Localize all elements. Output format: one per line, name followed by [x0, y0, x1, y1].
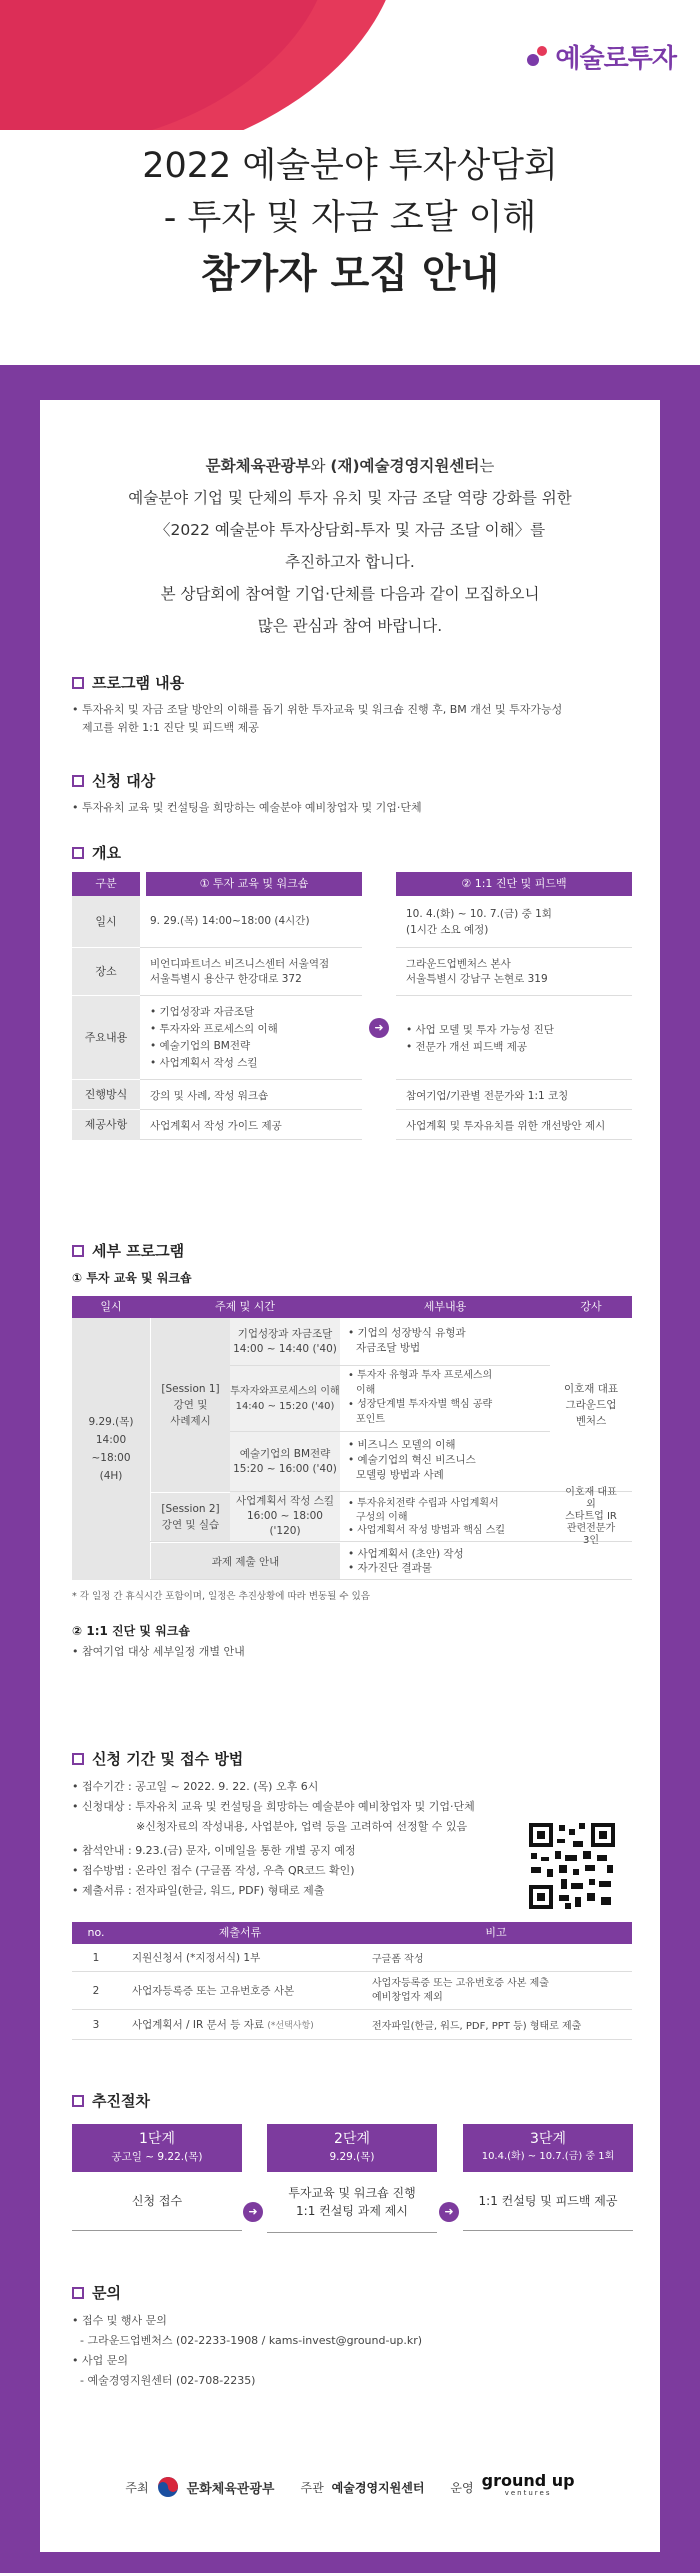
contact-line: - 예술경영지원센터 (02-708-2235)	[80, 2374, 256, 2387]
square-bullet-icon	[72, 775, 84, 787]
detail-line: 구성의 이해	[356, 1511, 408, 1523]
intro-line-4: 추진하고자 합니다.	[285, 553, 415, 571]
session-line: 강연 및 실습	[161, 1519, 220, 1531]
title-line-1: 2022 예술분야 투자상담회	[142, 146, 558, 186]
session-line: [Session 2]	[161, 1503, 220, 1515]
cell-line: • 기업성장과 자금조달	[150, 1006, 255, 1018]
col-header: 일시	[100, 1300, 122, 1313]
col-header: 비고	[485, 1926, 507, 1939]
topic-cell	[230, 1492, 340, 1541]
topic-cell	[230, 1318, 340, 1365]
overview-cell	[396, 896, 632, 948]
section-heading: 개요	[92, 844, 121, 862]
row-note	[360, 1977, 632, 2005]
overview-header-label: 구분	[72, 872, 140, 896]
square-bullet-icon	[72, 2287, 84, 2299]
cell-line: • 투자자와 프로세스의 이해	[150, 1023, 278, 1035]
row-no: 1	[92, 1951, 100, 1964]
overview-cell: 사업계획서 작성 가이드 제공	[140, 1110, 362, 1140]
process-stage-1	[72, 2124, 242, 2231]
section-heading: 세부 프로그램	[92, 1242, 185, 1260]
detail-line: • 비즈니스 모델의 이해	[348, 1439, 456, 1451]
topic-title: 사업계획서 작성 스킬	[236, 1495, 334, 1507]
date-line: ~18:00	[91, 1452, 131, 1464]
intro-org2: (재)예술경영지원센터	[330, 457, 480, 475]
session-line: 강연 및	[173, 1399, 208, 1411]
table-row	[72, 2010, 632, 2040]
detail-sub-2-text: • 참여기업 대상 세부일정 개별 안내	[72, 1645, 245, 1658]
overview-cell: 9. 29.(목) 14:00~18:00 (4시간)	[140, 896, 362, 948]
stage-step: 1단계	[139, 2131, 175, 2147]
arrow-right-icon: ➜	[369, 1018, 389, 1038]
section-target	[72, 770, 632, 817]
stage-desc: 신청 접수	[131, 2194, 183, 2208]
session-label	[150, 1492, 230, 1541]
detail-sub-1: ① 투자 교육 및 워크숍	[72, 1271, 192, 1285]
overview-cell	[396, 948, 632, 996]
lecturer-line: 스타트업 IR	[565, 1510, 617, 1522]
overview-cell: 강의 및 사례, 작성 워크숍	[140, 1080, 362, 1110]
lecturer-line: 벤처스	[575, 1414, 607, 1427]
overview-col-b	[396, 872, 632, 1140]
row-label: 제공사항	[72, 1110, 140, 1140]
cell-line: • 사업 모델 및 투자 가능성 진단	[406, 1024, 554, 1036]
square-bullet-icon	[72, 1753, 84, 1765]
detail-line: 자금조달 방법	[356, 1342, 421, 1354]
detail-line: • 예술기업의 혁신 비즈니스	[348, 1454, 476, 1466]
note-line: 예비창업자 제외	[372, 1991, 443, 2003]
intro-line-6: 많은 관심과 참여 바랍니다.	[257, 617, 443, 635]
stage-desc: 투자교육 및 워크숍 진행	[288, 2186, 416, 2200]
host-org	[125, 2476, 274, 2498]
topic-title: 투자자와프로세스의 이해	[230, 1385, 340, 1397]
intro-conj: 와	[310, 457, 331, 475]
detail-line: • 투자유치전략 수립과 사업계획서	[348, 1498, 499, 1509]
section-heading: 프로그램 내용	[92, 674, 185, 692]
lecturer-cell	[550, 1486, 632, 1546]
detail-line: • 투자자 유형과 투자 프로세스의	[348, 1370, 493, 1381]
section-overview	[72, 842, 632, 871]
detail-cell	[340, 1542, 550, 1579]
topic-title: 예술기업의 BM전략	[239, 1447, 331, 1460]
logo-text: 예술로투자	[555, 44, 676, 74]
session-line: [Session 1]	[161, 1383, 220, 1395]
cell-line: 그라운드업벤처스 본사	[406, 958, 511, 970]
topic-cell	[230, 1432, 340, 1491]
overview-label-col	[72, 872, 140, 1140]
detail-note: * 각 일정 간 휴식시간 포함이며, 일정은 추진상황에 따라 변동될 수 있음	[72, 1591, 370, 1602]
intro-line-5: 본 상담회에 참여할 기업·단체를 다음과 같이 모집하오니	[160, 585, 540, 603]
process-stage-3	[463, 2124, 633, 2231]
detail-cell	[340, 1432, 550, 1491]
topic-time: 15:20 ~ 16:00 ('40)	[233, 1462, 337, 1475]
contact-line: • 접수 및 행사 문의	[72, 2314, 167, 2327]
lecturer-line: 이호재 대표	[563, 1382, 619, 1395]
section-detail	[72, 1240, 632, 1286]
intro-text	[40, 450, 660, 642]
lecturer-line: 이호재 대표	[565, 1486, 617, 1498]
task-title: 과제 제출 안내	[150, 1542, 340, 1579]
col-header: 제출서류	[218, 1926, 262, 1939]
section-heading: 신청 기간 및 접수 방법	[92, 1750, 244, 1768]
taegeuk-logo-icon	[157, 2476, 179, 2498]
stage-step: 3단계	[530, 2131, 566, 2147]
detail-cell	[340, 1366, 550, 1431]
organizer-name: 예술경영지원센터	[331, 2480, 425, 2495]
section-contact	[72, 2282, 632, 2391]
apply-line: • 접수방법 : 온라인 접수 (구글폼 작성, 우측 QR코드 확인)	[72, 1864, 355, 1877]
detail-line: 포인트	[356, 1413, 385, 1425]
overview-col-a	[140, 872, 362, 1140]
lecturer-line: 3인	[582, 1534, 600, 1546]
docs-table	[72, 1922, 632, 2040]
lecturer-line: 관련전문가	[566, 1522, 616, 1534]
row-label: 장소	[72, 948, 140, 996]
stage-date: 공고일 ~ 9.22.(목)	[111, 2151, 203, 2163]
square-bullet-icon	[72, 2095, 84, 2107]
program-text-1: • 투자유치 및 자금 조달 방안의 이해를 돕기 위한 투자교육 및 워크숍 진행 후, BM 개선 및 투자가능성	[72, 703, 563, 716]
col-header: no.	[87, 1926, 105, 1939]
lecturer-line: 그라운드업	[565, 1398, 617, 1411]
logo-icon	[525, 44, 551, 70]
detail-sub-2: ② 1:1 진단 및 워크숍	[72, 1624, 190, 1638]
col-header: 주제 및 시간	[214, 1300, 276, 1313]
intro-line-2: 예술분야 기업 및 단체의 투자 유치 및 자금 조달 역량 강화를 위한	[128, 489, 572, 507]
program-text-2: 제고를 위한 1:1 진단 및 피드백 제공	[82, 721, 259, 734]
note-line: 사업자등록증 또는 고유번호증 사본 제출	[372, 1977, 549, 1989]
cell-line: • 전문가 개선 피드백 제공	[406, 1041, 527, 1053]
contact-line[interactable]: - 그라운드업벤처스 (02-2233-1908 / kams-invest@ground-up.kr)	[80, 2334, 423, 2347]
detail-line: • 사업계획서 (초안) 작성	[348, 1548, 464, 1560]
col-header: 강사	[580, 1300, 602, 1313]
cell-line: 서울특별시 강남구 논현로 319	[406, 973, 548, 985]
section-heading: 문의	[92, 2284, 121, 2302]
doc-optional: (*선택사항)	[267, 2021, 314, 2031]
detail-line: 이해	[356, 1384, 376, 1396]
row-doc	[120, 2017, 360, 2032]
table-row	[72, 1972, 632, 2010]
doc-text: 사업계획서 / IR 문서 등 자료	[132, 2019, 265, 2031]
cell-line: • 예술기업의 BM전략	[150, 1040, 251, 1052]
cell-line: (1시간 소요 예정)	[406, 924, 489, 936]
detail-line: • 자가진단 결과물	[348, 1562, 432, 1574]
lecturer-cell	[550, 1318, 632, 1492]
arrow-right-icon: ➜	[439, 2202, 459, 2222]
contact-line: • 사업 문의	[72, 2354, 128, 2367]
stage-desc: 1:1 컨설팅 및 피드백 제공	[478, 2194, 618, 2208]
detail-line: 모델링 방법과 사례	[356, 1469, 444, 1481]
title-line-2: - 투자 및 자금 조달 이해	[163, 198, 537, 238]
intro-line-3: 〈2022 예술분야 투자상담회-투자 및 자금 조달 이해〉를	[154, 521, 546, 539]
intro-end: 는	[479, 457, 495, 475]
arrow-right-icon: ➜	[243, 2202, 263, 2222]
stage-date: 10.4.(화) ~ 10.7.(금) 중 1회	[481, 2151, 615, 2162]
detail-line: • 기업의 성장방식 유형과	[348, 1327, 466, 1339]
detail-cell	[340, 1492, 550, 1541]
overview-cell	[140, 996, 362, 1080]
apply-line: • 접수기간 : 공고일 ~ 2022. 9. 22. (목) 오후 6시	[72, 1780, 319, 1793]
topic-title: 기업성장과 자금조달	[237, 1327, 333, 1340]
process-stage-2	[267, 2124, 437, 2233]
stage-desc: 1:1 컨설팅 과제 제시	[296, 2204, 408, 2218]
section-process	[72, 2090, 632, 2119]
organizer-label: 주관	[300, 2480, 324, 2495]
section-heading: 신청 대상	[92, 772, 156, 790]
target-text: • 투자유치 교육 및 컨설팅을 희망하는 예술분야 예비창업자 및 기업·단체	[72, 801, 422, 814]
row-note: 구글폼 작성	[372, 1954, 424, 1965]
date-line: 9.29.(목)	[88, 1416, 134, 1428]
section-heading: 추진절차	[92, 2092, 150, 2110]
overview-cell	[140, 948, 362, 996]
stage-date: 9.29.(목)	[329, 2151, 375, 2163]
overview-header-b: ② 1:1 진단 및 피드백	[396, 872, 632, 896]
apply-line: • 신청대상 : 투자유치 교육 및 컨설팅을 희망하는 예술분야 예비창업자 및 기업·단체	[72, 1800, 475, 1813]
apply-line: ※신청자료의 작성내용, 사업분야, 업력 등을 고려하여 선정할 수 있음	[136, 1820, 468, 1833]
host-label: 주최	[125, 2480, 149, 2495]
overview-arrow-col	[362, 872, 396, 1140]
apply-line: • 참석안내 : 9.23.(금) 문자, 이메일을 통한 개별 공지 예정	[72, 1844, 356, 1857]
cell-line: • 사업계획서 작성 스킬	[150, 1057, 258, 1069]
title-block	[0, 140, 700, 304]
detail-table	[72, 1296, 632, 1661]
title-line-3: 참가자 모집 안내	[200, 251, 500, 297]
topic-cell	[230, 1366, 340, 1431]
organizer-org	[300, 2479, 424, 2496]
detail-line: • 성장단계별 투자자별 핵심 공략	[348, 1399, 493, 1410]
session-line: 사례제시	[170, 1415, 211, 1427]
date-line: 14:00	[95, 1434, 127, 1446]
square-bullet-icon	[72, 847, 84, 859]
lecturer-line: 외	[586, 1498, 596, 1510]
detail-cell	[340, 1318, 550, 1365]
row-no: 2	[92, 1984, 100, 1997]
cell-line: 서울특별시 용산구 한강대로 372	[150, 973, 302, 985]
footer-orgs	[40, 2471, 660, 2500]
row-no: 3	[92, 2018, 100, 2031]
date-line: (4H)	[99, 1470, 123, 1482]
col-header: 세부내용	[423, 1300, 467, 1313]
row-note: 전자파일(한글, 워드, PDF, PPT 등) 형태로 제출	[372, 2021, 582, 2032]
host-name: 문화체육관광부	[186, 2481, 275, 2497]
operator-name: ground up	[481, 2471, 575, 2490]
overview-cell: 참여기업/기관별 전문가와 1:1 코칭	[396, 1080, 632, 1110]
logo	[525, 38, 676, 75]
row-doc: 지원신청서 (*지정서식) 1부	[132, 1952, 261, 1964]
cell-line: 10. 4.(화) ~ 10. 7.(금) 중 1회	[406, 908, 552, 920]
apply-line: • 제출서류 : 전자파일(한글, 워드, PDF) 형태로 제출	[72, 1884, 325, 1897]
table-row	[72, 1944, 632, 1972]
overview-header-a: ① 투자 교육 및 워크숍	[146, 872, 362, 896]
square-bullet-icon	[72, 677, 84, 689]
topic-time: 14:40 ~ 15:20 ('40)	[235, 1400, 335, 1412]
stage-step: 2단계	[334, 2131, 370, 2147]
date-cell	[72, 1318, 150, 1580]
row-label: 일시	[72, 896, 140, 948]
square-bullet-icon	[72, 1245, 84, 1257]
intro-org1: 문화체육관광부	[205, 457, 311, 475]
overview-table	[72, 872, 632, 1140]
overview-cell: 사업계획 및 투자유치를 위한 개선방안 제시	[396, 1110, 632, 1140]
detail-line: • 사업계획서 작성 방법과 핵심 스킬	[348, 1525, 506, 1536]
operator-label: 운영	[450, 2480, 474, 2495]
section-program	[72, 672, 632, 737]
overview-cell	[396, 996, 632, 1080]
row-doc: 사업자등록증 또는 고유번호증 사본	[132, 1985, 295, 1997]
row-label: 주요내용	[72, 996, 140, 1080]
session-label	[150, 1318, 230, 1492]
topic-time: 16:00 ~ 18:00 ('120)	[247, 1510, 323, 1537]
operator-sub: ventures	[504, 2489, 552, 2497]
operator-org	[450, 2471, 575, 2500]
row-label: 진행방식	[72, 1080, 140, 1110]
qr-code-icon[interactable]	[527, 1821, 617, 1911]
cell-line: 비언디파트너스 비즈니스센터 서울역점	[150, 958, 330, 970]
topic-time: 14:00 ~ 14:40 ('40)	[233, 1342, 337, 1355]
